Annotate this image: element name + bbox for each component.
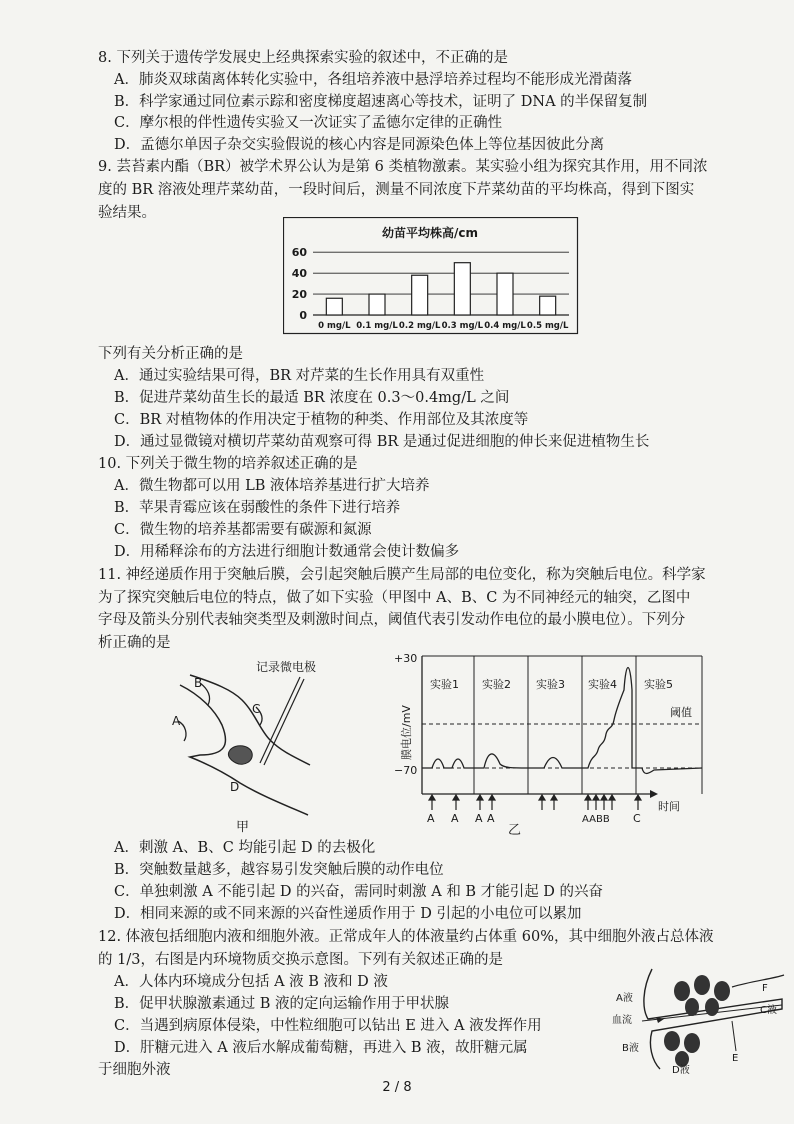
- chart-y-tick-label: 20: [291, 288, 307, 302]
- threshold-label: 阈值: [670, 706, 692, 719]
- cell-6: [664, 1031, 680, 1051]
- q12-option-c: C．当遇到病原体侵染，中性粒细胞可以钻出 E 进入 A 液发挥作用: [114, 1018, 542, 1034]
- exp-label-5: 实验5: [644, 678, 673, 691]
- q11-stem-line3: 字母及箭头分别代表轴突类型及刺激时间点，阈值代表引发动作电位的最小膜电位）。下列分: [98, 612, 686, 628]
- label-blood: 血流: [612, 1015, 632, 1026]
- axon-c-label: C: [252, 702, 261, 716]
- q9-option-d: D．通过显微镜对横切芹菜幼苗观察可得 BR 是通过促进细胞的伸长来促进植物生长: [114, 434, 650, 450]
- q11-option-d: D．相同来源的或不同来源的兴奋性递质作用于 D 引起的小电位可以累加: [114, 906, 582, 922]
- q8-option-d: D．孟德尔单因子杂交实验假说的核心内容是同源染色体上等位基因彼此分离: [114, 137, 605, 153]
- stim-arrowhead-1: [429, 795, 435, 800]
- stim-arrowhead-6: [551, 795, 557, 800]
- chart-bar: [326, 298, 342, 315]
- stim-arrowhead-11: [635, 795, 641, 800]
- q8-option-a: A．肺炎双球菌离体转化实验中，各组培养液中悬浮培养过程均不能形成光滑菌落: [114, 72, 632, 88]
- chart-x-tick-label: 0.5 mg/L: [526, 321, 569, 331]
- chart-bar: [497, 273, 513, 315]
- q11-option-a: A．刺激 A、B、C 均能引起 D 的去极化: [114, 840, 376, 856]
- page-number: 2 / 8: [382, 1080, 412, 1095]
- stim-arrowhead-2: [453, 795, 459, 800]
- stimulus-arrows: [429, 795, 641, 810]
- stim-label-3: A: [475, 812, 483, 825]
- cell-3: [714, 981, 730, 1001]
- cell-1: [674, 981, 690, 1001]
- q9-option-b: B．促进芹菜幼苗生长的最适 BR 浓度在 0.3～0.4mg/L 之间: [114, 390, 510, 406]
- q8-option-c: C．摩尔根的伴性遗传实验又一次证实了孟德尔定律的正确性: [114, 115, 503, 131]
- chart-y-ticks: [292, 246, 308, 322]
- chart-x-ticks: [318, 321, 569, 331]
- q11-stem-line4: 析正确的是: [98, 635, 171, 651]
- label-b: B液: [622, 1043, 639, 1054]
- cell-4: [685, 998, 699, 1016]
- q9-option-a: A．通过实验结果可得，BR 对芹菜的生长作用具有双重性: [114, 368, 485, 384]
- q12-option-a: A．人体内环境成分包括 A 液 B 液和 D 液: [114, 974, 388, 990]
- stim-arrowhead-7: [585, 795, 591, 800]
- x-axis-label: 时间: [658, 800, 680, 813]
- exp-label-2: 实验2: [482, 678, 511, 691]
- q8-option-b: B．科学家通过同位素示踪和密度梯度超速离心等技术，证明了 DNA 的半保留复制: [114, 94, 648, 110]
- y-top-label: +30: [394, 652, 418, 665]
- exp-label-1: 实验1: [430, 678, 459, 691]
- q9-stem-line3: 验结果。: [98, 205, 156, 221]
- x-axis-arrow: [650, 790, 658, 798]
- label-d: D液: [672, 1065, 690, 1075]
- cell-2: [694, 975, 710, 995]
- figure-yi-potential: [392, 650, 720, 835]
- q12-option-d: D．肝糖元进入 A 液后水解成葡萄糖，再进入 B 液，故肝糖元属: [114, 1040, 528, 1056]
- chart-x-tick-label: 0.4 mg/L: [484, 321, 526, 331]
- exp-label-4: 实验4: [588, 678, 617, 691]
- chart-x-tick-label: 0.1 mg/L: [356, 321, 398, 331]
- q9-stem-line2: 度的 BR 溶液处理芹菜幼苗，一段时间后，测量不同浓度下芹菜幼苗的平均株高，得到下图实: [98, 182, 695, 198]
- axon-b-label: B: [194, 676, 203, 690]
- chart-bar: [369, 294, 385, 315]
- electrode-line-1: [260, 677, 300, 763]
- figure-yi-caption: 乙: [508, 823, 522, 835]
- q10-option-a: A．微生物都可以用 LB 液体培养基进行扩大培养: [114, 478, 430, 494]
- stim-arrowhead-5: [539, 795, 545, 800]
- stim-arrowhead-8: [593, 795, 599, 800]
- q12-stem-line2: 的 1/3，右图是内环境物质交换示意图。下列有关叙述正确的是: [98, 952, 503, 968]
- q9-option-c: C．BR 对植物体的作用决定于植物的种类、作用部位及其浓度等: [114, 412, 529, 428]
- stim-arrowhead-4: [489, 795, 495, 800]
- figure-q12-exchange: [612, 965, 788, 1075]
- q11-stem-line2: 为了探究突触后电位的特点，做了如下实验（甲图中 A、B、C 为不同神经元的轴突，乙图中: [98, 590, 691, 606]
- q9-lead: 下列有关分析正确的是: [98, 346, 243, 362]
- q8-stem: 8. 下列关于遗传学发展史上经典探索实验的叙述中，不正确的是: [98, 50, 508, 66]
- cell-5: [705, 998, 719, 1016]
- chart-bar: [454, 263, 470, 315]
- lymph-vessel: [732, 975, 784, 987]
- q11-option-c: C．单独刺激 A 不能引起 D 的兴奋，需同时刺激 A 和 B 才能引起 D 的兴奋: [114, 884, 604, 900]
- q11-option-b: B．突触数量越多，越容易引发突触后膜的动作电位: [114, 862, 444, 878]
- label-e: E: [732, 1053, 739, 1064]
- q12-stem-line1: 12. 体液包括细胞内液和细胞外液。正常成年人的体液量约占体重 60%，其中细胞外液占总体液: [98, 929, 714, 945]
- stim-label-4: A: [487, 812, 495, 825]
- label-a: A液: [616, 993, 633, 1004]
- chart-y-tick-label: 0: [299, 309, 307, 322]
- y-axis-label: 膜电位/mV: [400, 705, 413, 760]
- q10-option-c: C．微生物的培养基都需要有碳源和氮源: [114, 522, 372, 538]
- figure-jia-caption: 甲: [236, 820, 250, 835]
- chart-title: 幼苗平均株高/cm: [381, 226, 479, 240]
- electrode-line-2: [264, 679, 304, 765]
- cell-7: [684, 1033, 700, 1053]
- e-pointer: [732, 1021, 736, 1051]
- q10-option-b: B．苹果青霉应该在弱酸性的条件下进行培养: [114, 500, 401, 516]
- q9-stem-line1: 9. 芸苔素内酯（BR）被学术界公认为是第 6 类植物激素。某实验小组为探究其作用，用不同浓: [98, 159, 708, 175]
- bar-chart: [283, 217, 579, 335]
- q10-stem: 10. 下列关于微生物的培养叙述正确的是: [98, 456, 358, 472]
- chart-bars: [326, 263, 555, 315]
- chart-x-tick-label: 0.2 mg/L: [398, 321, 441, 331]
- exp-label-3: 实验3: [536, 678, 565, 691]
- stim-label-6: C: [633, 812, 641, 825]
- axon-a-label: A: [172, 714, 181, 728]
- chart-bar: [540, 296, 556, 315]
- q10-option-d: D．用稀释涂布的方法进行细胞计数通常会使计数偏多: [114, 544, 460, 560]
- chart-x-tick-label: 0 mg/L: [318, 321, 351, 331]
- chart-grid: [313, 252, 569, 315]
- stim-label-1: A: [427, 812, 435, 825]
- cell-body-d: [228, 746, 252, 765]
- stim-arrowhead-9: [601, 795, 607, 800]
- chart-y-tick-label: 40: [291, 267, 307, 281]
- neuron-d-label: D: [230, 780, 240, 794]
- stim-label-5: AABB: [582, 814, 610, 825]
- stim-arrowhead-3: [477, 795, 483, 800]
- stim-label-2: A: [451, 812, 459, 825]
- q12-option-b: B．促甲状腺激素通过 B 液的定向运输作用于甲状腺: [114, 996, 450, 1012]
- chart-bar: [412, 275, 428, 315]
- electrode-label: 记录微电极: [256, 660, 317, 674]
- chart-y-tick-label: 60: [291, 246, 307, 260]
- chart-x-tick-label: 0.3 mg/L: [441, 321, 484, 331]
- q11-stem-line1: 11. 神经递质作用于突触后膜，会引起突触后膜产生局部的电位变化，称为突触后电位。科学家: [98, 567, 706, 583]
- y-rest-label: −70: [394, 764, 418, 777]
- stim-arrowhead-10: [609, 795, 615, 800]
- figure-jia-synapse: [160, 655, 320, 835]
- label-f: F: [762, 983, 768, 994]
- q12-option-d-cont: 于细胞外液: [98, 1062, 171, 1078]
- label-c: C液: [760, 1005, 777, 1016]
